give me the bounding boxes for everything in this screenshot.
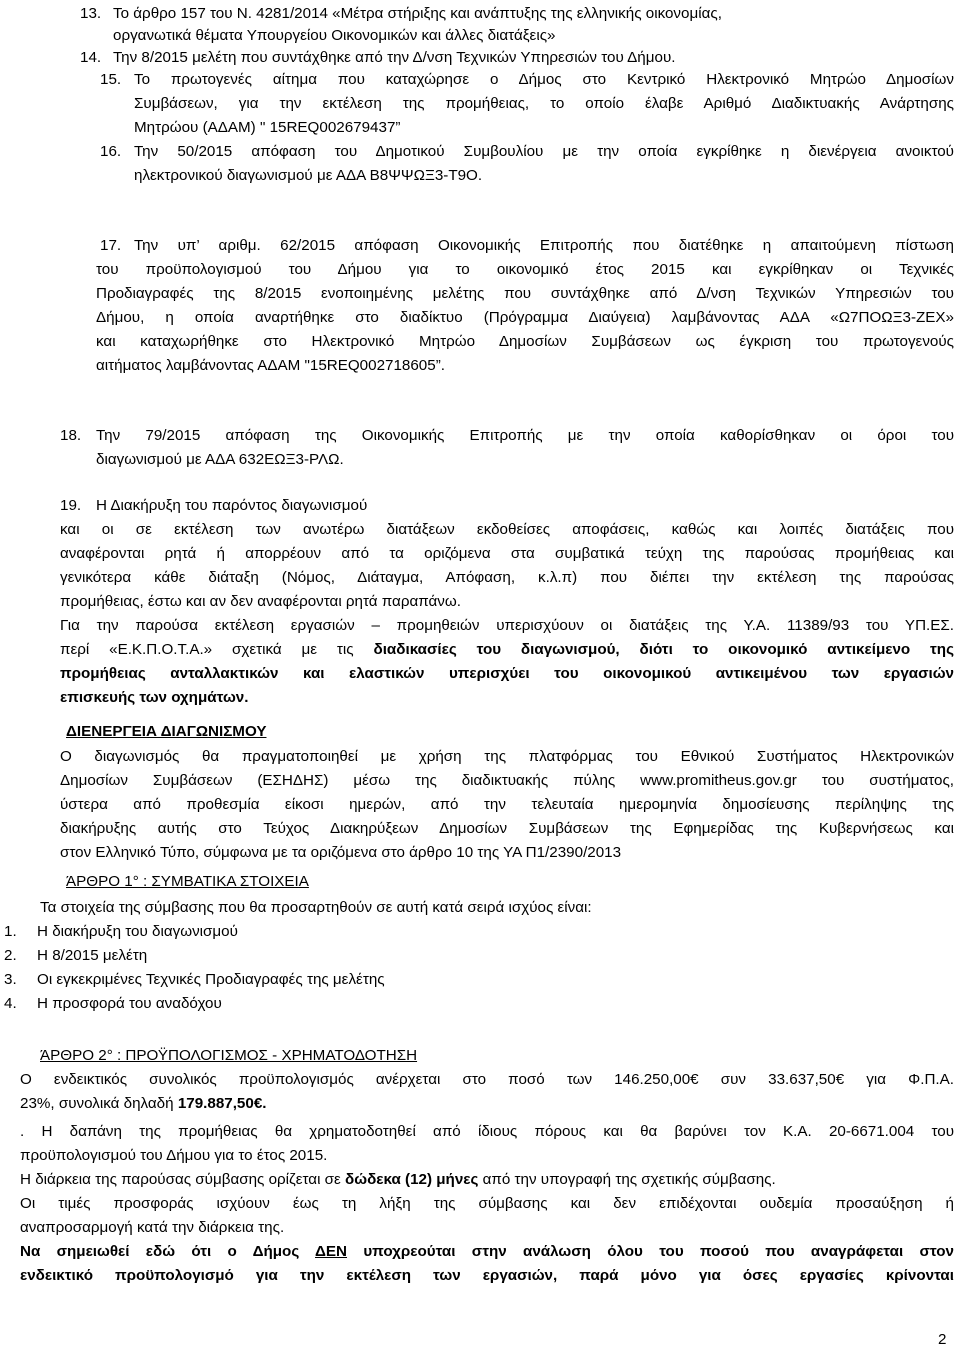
list-item-2-number: 2. (4, 947, 17, 964)
body-para-3-line-3: ύστερα από προθεσμία είκοσι ημερών, από την τελευταία ημερομηνία δημοσίευσης περίληψης της (60, 796, 954, 813)
article-2-para-2-line-1: . Η δαπάνη της προμήθειας θα χρηματοδοτηθεί από ίδιους πόρους και θα βαρύνει τον Κ.Α. 20-6671.004 του (20, 1123, 954, 1140)
article-2-para-1-line-2: 23%, συνολικά δηλαδή 179.887,50€. (20, 1095, 267, 1112)
article-2-note-line-2: ενδεικτικό προϋπολογισμό για την εκτέλεση των εργασιών, παρά μόνο για όσες εργασίες κρίνονται (20, 1267, 954, 1284)
list-item-1-number: 1. (4, 923, 17, 940)
item-15-line-3: Μητρώου (ΑΔΑΜ) " 15REQ002679437” (134, 119, 401, 136)
body-para-2-line-3: προμήθειας ανταλλακτικών και ελαστικών υπερισχύει του οικονομικού αντικειμένου των εργασιών (60, 665, 954, 682)
article-2-para-2-line-2: προϋπολογισμού του Δήμου για το έτος 2015. (20, 1147, 328, 1164)
body-para-1-line-4: προμήθειας, έστω και αν δεν αναφέρονται ρητά παραπάνω. (60, 593, 461, 610)
item-15-line-2: Συμβάσεων, για την εκτέλεση της προμήθειας, το οποίο έλαβε Αριθμό Διαδικτυακής Ανάρτησης (134, 95, 954, 112)
article-2-para-4-line-2: αναπροσαρμογή κατά την διάρκεια της. (20, 1219, 285, 1236)
item-16-line-2: ηλεκτρονικού διαγωνισμού με ΑΔΑ Β8ΨΨΩΞ3-Τ9Ο. (134, 167, 483, 184)
list-item-3-text: Οι εγκεκριμένες Τεχνικές Προδιαγραφές της μελέτης (37, 971, 385, 988)
item-15-number: 15. (100, 71, 122, 88)
body-para-1-line-1: και οι σε εκτέλεση των ανωτέρω διατάξεων εκδοθείσες αποφάσεις, καθώς και λοιπές διατάξεις που (60, 521, 954, 538)
item-13-number: 13. (80, 5, 102, 22)
total-amount: 179.887,50€. (177, 1095, 267, 1112)
item-19-line-1: Η Διακήρυξη του παρόντος διαγωνισμού (96, 497, 368, 514)
item-14-line-1: Την 8/2015 μελέτη που συντάχθηκε από την Δ/νση Τεχνικών Υπηρεσιών του Δήμου. (113, 49, 676, 66)
item-17-line-4: Δήμου, η οποία αναρτήθηκε στο διαδίκτυο (Πρόγραμμα Διαύγεια) λαμβάνοντας ΑΔΑ «Ω7ΠΟΩΞ3-ΖΕΧ» (96, 309, 954, 326)
item-16-number: 16. (100, 143, 122, 160)
item-17-line-3: Προδιαγραφές της 8/2015 ενοποιημένης μελέτης που συντάχθηκε από Δ/νση Τεχνικών Υπηρεσιών του (96, 285, 954, 302)
item-16-line-1: Την 50/2015 απόφαση του Δημοτικού Συμβουλίου με την οποία εγκρίθηκε η διενέργεια ανοικτού (134, 143, 954, 160)
section-heading-procedure: ΔΙΕΝΕΡΓΕΙΑ ΔΙΑΓΩΝΙΣΜΟΥ (66, 723, 267, 740)
body-para-3-line-5: στον Ελληνικό Τύπο, σύμφωνα με τα οριζόμενα στο άρθρο 10 της ΥΑ Π1/2390/2013 (60, 844, 622, 861)
body-para-3-line-4: διακήρυξης αυτής στο Τεύχος Διακηρύξεων Δημοσίων Συμβάσεων της Εφημερίδας της Κυβερνήσεως και (60, 820, 954, 837)
article-1-intro: Τα στοιχεία της σύμβασης που θα προσαρτηθούν σε αυτή κατά σειρά ισχύος είναι: (40, 899, 592, 916)
list-item-4-number: 4. (4, 995, 17, 1012)
list-item-4-text: Η προσφορά του αναδόχου (37, 995, 222, 1012)
item-15-line-1: Το πρωτογενές αίτημα που καταχώρησε ο Δήμος στο Κεντρικό Ηλεκτρονικό Μητρώο Δημοσίων (134, 71, 954, 88)
item-17-number: 17. (100, 237, 122, 254)
body-para-2-line-4: επισκευής των οχημάτων. (60, 689, 249, 706)
body-para-1-line-2: αναφέρονται ρητά ή απορρέουν από τα οριζόμενα στα συμβατικά τεύχη της παρούσας προμήθειας και (60, 545, 954, 562)
body-para-3-line-2: Δημοσίων Συμβάσεων (ΕΣΗΔΗΣ) μέσω της διαδικτυακής πύλης www.promitheus.gov.gr του συστήματος, (60, 772, 954, 789)
article-1-heading: ΆΡΘΡΟ 1° : ΣΥΜΒΑΤΙΚΑ ΣΤΟΙΧΕΙΑ (66, 873, 309, 890)
item-17-line-1: Την υπ’ αριθμ. 62/2015 απόφαση Οικονομικής Επιτροπής που διατέθηκε η απαιτούμενη πίστωση (134, 237, 954, 254)
item-18-number: 18. (60, 427, 82, 444)
article-2-heading: ΆΡΘΡΟ 2° : ΠΡΟΫΠΟΛΟΓΙΣΜΟΣ - ΧΡΗΜΑΤΟΔΟΤΗΣΗ (40, 1047, 418, 1064)
duration-value: δώδεκα (12) μήνες (345, 1171, 479, 1188)
item-17-line-2: του προϋπολογισμού του Δήμου για το οικονομικό έτος 2015 και εγκρίθηκαν οι Τεχνικές (96, 261, 954, 278)
item-18-line-1: Την 79/2015 απόφαση της Οικονομικής Επιτροπής με την οποία καθορίσθηκαν οι όροι του (96, 427, 954, 444)
para-2-regular-text: περί «Ε.Κ.Π.Ο.Τ.Α.» σχετικά με τις (60, 641, 374, 658)
body-para-2-line-2 (60, 638, 954, 662)
item-17-line-6: αιτήματος λαμβάνοντας ΑΔΑΜ "15REQ002718605”. (96, 357, 445, 374)
item-13-line-1: Το άρθρο 157 του Ν. 4281/2014 «Μέτρα στήριξης και ανάπτυξης της ελληνικής οικονομίας, (113, 5, 722, 22)
article-2-para-4-line-1: Οι τιμές προσφοράς ισχύουν έως τη λήξη της σύμβασης και δεν επιδέχονται ουδεμία προσαύξηση ή (20, 1195, 954, 1212)
item-19-number: 19. (60, 497, 82, 514)
list-item-1-text: Η διακήρυξη του διαγωνισμού (37, 923, 238, 940)
article-2-duration-line: Η διάρκεια της παρούσας σύμβασης ορίζεται σε δώδεκα (12) μήνες από την υπογραφή της σχετικής σύμβασης. (20, 1171, 776, 1188)
list-item-2-text: Η 8/2015 μελέτη (37, 947, 148, 964)
list-item-3-number: 3. (4, 971, 17, 988)
article-2-note-line-1: Να σημειωθεί εδώ ότι ο Δήμος ΔΕΝ υποχρεούται στην ανάλωση όλου του ποσού που αναγράφεται στον (20, 1243, 955, 1260)
body-para-1-line-3: γενικότερα κάθε διάταξη (Νόμος, Διάταγμα, Απόφαση, κ.λ.π) που διέπει την εκτέλεση της παρούσας (60, 569, 954, 586)
page-number: 2 (938, 1331, 947, 1348)
negation-emphasis: ΔΕΝ (315, 1243, 348, 1260)
item-17-line-5: και καταχωρήθηκε στο Ηλεκτρονικό Μητρώο Δημοσίων Συμβάσεων ως έγκριση του πρωτογενούς (96, 333, 954, 350)
body-para-2-line-1: Για την παρούσα εκτέλεση εργασιών – προμηθειών υπερισχύουν οι διατάξεις της Υ.Α. 11389/93 του ΥΠ.ΕΣ. (60, 617, 954, 634)
item-18-line-2: διαγωνισμού με ΑΔΑ 632ΕΩΞ3-ΡΛΩ. (96, 451, 344, 468)
item-13-line-2: οργανωτικά θέματα Υπουργείου Οικονομικών και άλλες διατάξεις» (113, 27, 556, 44)
para-2-bold-text: διαδικασίες του διαγωνισμού, διότι το οικονομικό αντικείμενο της (373, 641, 954, 658)
item-14-number: 14. (80, 49, 102, 66)
body-para-3-line-1: Ο διαγωνισμός θα πραγματοποιηθεί με χρήση της πλατφόρμας του Εθνικού Συστήματος Ηλεκτρονικών (60, 748, 954, 765)
article-2-para-1-line-1: Ο ενδεικτικός συνολικός προϋπολογισμός ανέρχεται στο ποσό των 146.250,00€ συν 33.637,50€ για Φ.Π.Α. (20, 1071, 954, 1088)
